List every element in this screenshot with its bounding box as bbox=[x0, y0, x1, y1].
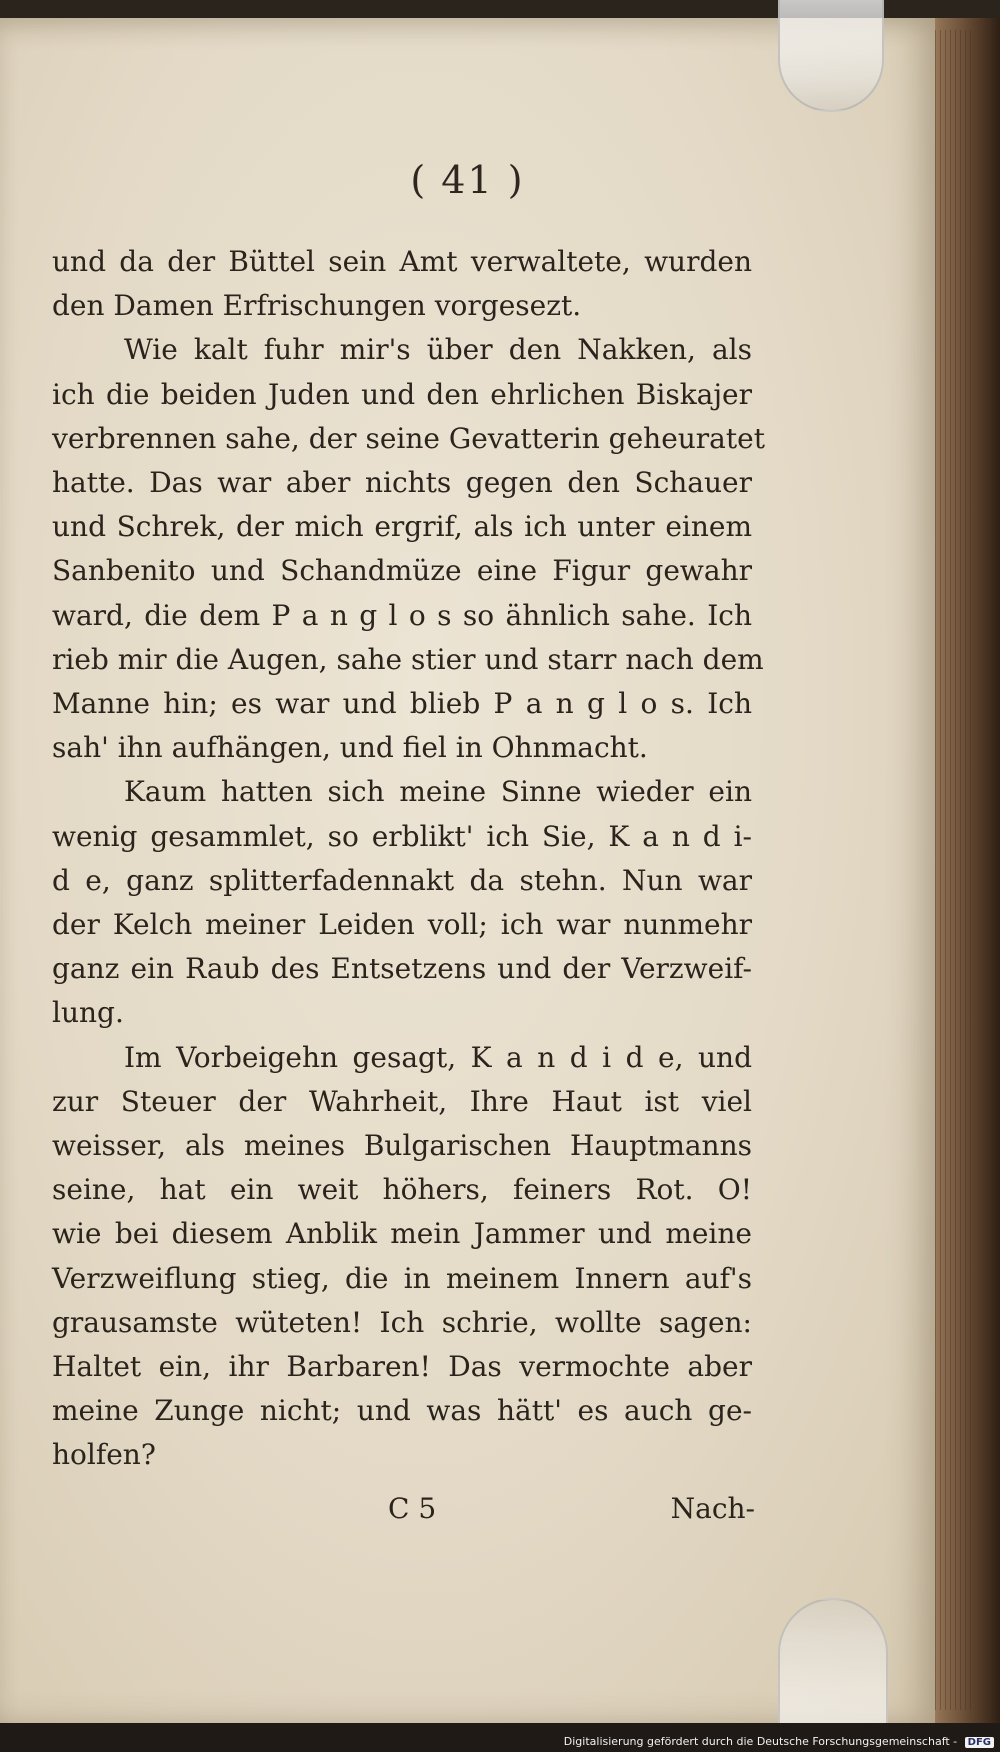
text-line: holfen? bbox=[52, 1438, 156, 1472]
book-page bbox=[0, 18, 935, 1723]
text-line: und da der Büttel sein Amt verwaltete, wurden bbox=[52, 245, 752, 278]
text-line: sah' ihn aufhängen, und fiel in Ohnmacht. bbox=[52, 731, 648, 765]
page-body-text bbox=[52, 240, 765, 1478]
page-edge-lines bbox=[935, 30, 975, 1710]
page-clip-top bbox=[778, 0, 884, 112]
text-line: ganz ein Raub des Entsetzens und der Verzweif- bbox=[52, 952, 752, 986]
text-line: Manne hin; es war und blieb P a n g l o s. Ich bbox=[52, 687, 752, 721]
text-line: Wie kalt fuhr mir's über den Nakken, als bbox=[124, 333, 752, 367]
digitization-credit bbox=[564, 1735, 994, 1748]
text-line: d e, ganz splitterfadennakt da stehn. Nun war bbox=[52, 863, 752, 897]
text-line: rieb mir die Augen, sahe stier und starr nach dem bbox=[52, 642, 764, 676]
text-line: verbrennen sahe, der seine Gevatterin geheuratet bbox=[52, 421, 765, 455]
text-line: wenig gesammlet, so erblikt' ich Sie, K a n d i- bbox=[52, 819, 752, 853]
text-line: grausamste wüteten! Ich schrie, wollte sagen: bbox=[52, 1305, 752, 1339]
text-line: zur Steuer der Wahrheit, Ihre Haut ist viel bbox=[52, 1084, 752, 1118]
text-line: weisser, als meines Bulgarischen Hauptmanns bbox=[52, 1129, 752, 1163]
credit-text: Digitalisierung gefördert durch die Deutsche Forschungsgemeinschaft - bbox=[563, 1735, 958, 1748]
page-number-header: ( 41 ) bbox=[410, 158, 525, 202]
text-line: Kaum hatten sich meine Sinne wieder ein bbox=[124, 775, 752, 809]
text-line: meine Zunge nicht; und was hätt' es auch ge- bbox=[52, 1394, 752, 1428]
dfg-logo-badge: DFG bbox=[965, 1737, 994, 1748]
signature-mark: C 5 bbox=[388, 1492, 437, 1525]
text-line: lung. bbox=[52, 996, 124, 1030]
text-line: Verzweiflung stieg, die in meinem Innern auf's bbox=[52, 1261, 752, 1295]
page-clip-bottom bbox=[778, 1598, 888, 1723]
text-line: und Schrek, der mich ergrif, als ich unter einem bbox=[52, 510, 752, 544]
text-line: seine, hat ein weit höhers, feiners Rot. O! bbox=[52, 1173, 752, 1207]
page-footer bbox=[0, 1492, 935, 1536]
text-line: ich die beiden Juden und den ehrlichen Biskajer bbox=[52, 377, 752, 411]
text-line: der Kelch meiner Leiden voll; ich war nunmehr bbox=[52, 908, 752, 942]
text-line: den Damen Erfrischungen vorgesezt. bbox=[52, 289, 582, 323]
text-line: Haltet ein, ihr Barbaren! Das vermochte aber bbox=[52, 1350, 752, 1384]
text-line: Im Vorbeigehn gesagt, K a n d i d e, und bbox=[124, 1040, 752, 1074]
catchword: Nach- bbox=[670, 1492, 755, 1525]
text-line: Sanbenito und Schandmüze eine Figur gewahr bbox=[52, 554, 752, 588]
text-line: hatte. Das war aber nichts gegen den Schauer bbox=[52, 466, 752, 500]
text-line: wie bei diesem Anblik mein Jammer und meine bbox=[52, 1217, 752, 1251]
text-line: ward, die dem P a n g l o s so ähnlich sahe. Ich bbox=[52, 598, 752, 632]
